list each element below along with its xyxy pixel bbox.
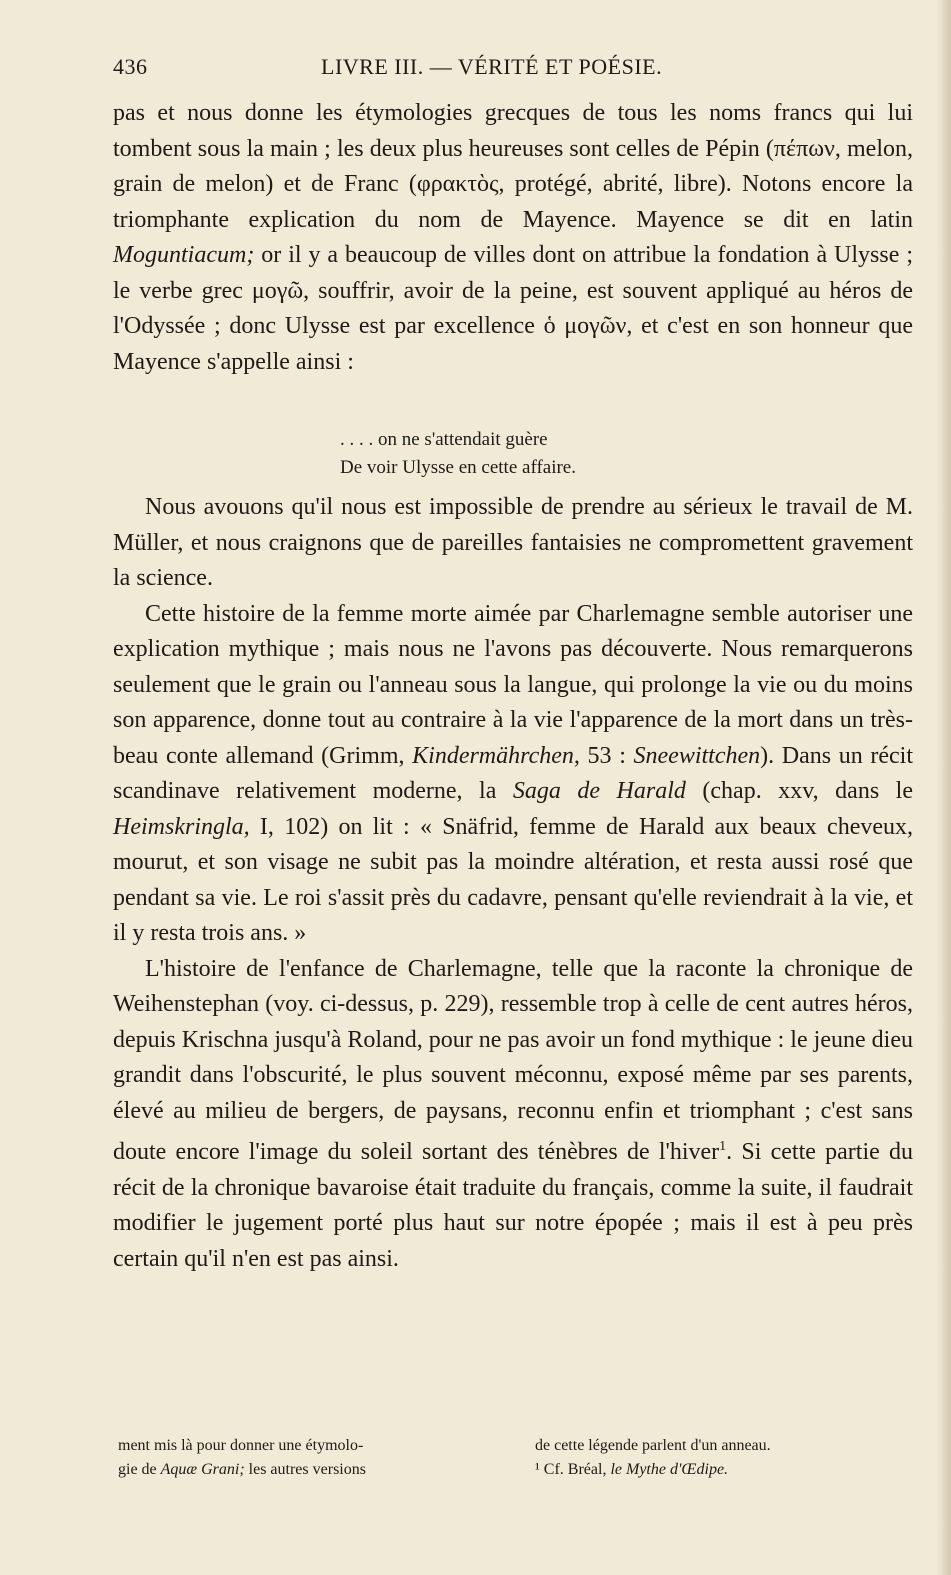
paragraph-text: ). Dans un récit scandinave relativement moderne, la [113, 742, 914, 804]
footnote-column-left [118, 1434, 528, 1482]
footnote-line [118, 1458, 528, 1482]
paragraph-text: pas et nous donne les étymologies grecques de tous les noms francs qui lui tombent sous la main ; les deux plus heureuses sont celles de Pépin (πέπων, melon, grain de melon) et de Franc (φρακτὸς, protégé, abrité, libre). Notons encore la triomphante explication du nom de Mayence. Mayence se dit en latin [113, 100, 913, 233]
paragraph-text: or il y a beaucoup de villes dont on attribue la fondation à Ulysse ; le verbe grec μογῶ, souffrir, avoir de la peine, est souvent appliqué au héros de l'Odyssée ; donc Ulysse est par excellence ὁ μογῶν, et c'est en son honneur que Mayence s'appelle ainsi : [113, 242, 913, 375]
footnote-text: Cf. Bréal, [539, 1461, 611, 1478]
verse-line: . . . . on ne s'attendait guère [340, 429, 548, 450]
footnote-number: ¹ [535, 1461, 540, 1478]
paragraph-enfance [113, 952, 913, 1278]
verse-quote [340, 426, 760, 482]
verse-line: De voir Ulysse en cette affaire. [340, 457, 576, 478]
text-block-top [113, 96, 913, 380]
footnote-line [535, 1458, 925, 1482]
italic-term: Saga de Harald [512, 778, 686, 804]
footnote-text: les autres versions [244, 1461, 366, 1478]
paragraph-text: . Si cette partie du récit de la chronique bavaroise était traduite du français, comme la suite, il faudrait modifier le jugement porté plus haut sur notre épopée ; mais il est à peu près certain qu'il n'en est pas ainsi. [113, 1139, 913, 1272]
running-head: LIVRE III. — VÉRITÉ ET POÉSIE. [321, 54, 663, 79]
italic-term: Aquæ Grani; [160, 1461, 245, 1478]
page-header [113, 54, 903, 88]
footnote-column-right [535, 1434, 925, 1482]
paragraph-text: I, 102) on lit : « Snäfrid, femme de Harald aux beaux cheveux, mourut, et son visage ne subit pas la moindre altération, et resta aussi rosé que pendant sa vie. Le roi s'assit près du cadavre, pensant qu'elle reviendrait à la vie, et il y resta trois ans. » [113, 813, 913, 946]
paragraph-muller [113, 490, 913, 597]
paragraph-etymologies [113, 96, 913, 380]
footnote-text: gie de [118, 1461, 161, 1478]
paragraph-text: Nous avouons qu'il nous est impossible de prendre au sérieux le travail de M. Müller, et nous craignons que de pareilles fantaisies ne compromettent gravement la science. [113, 494, 913, 591]
italic-term: Kindermährchen, [412, 742, 580, 769]
footnote-mark[interactable]: 1 [719, 1139, 727, 1154]
paragraph-text: L'histoire de l'enfance de Charlemagne, telle que la raconte la chronique de Weihenstephan (voy. ci-dessus, p. 229), ressemble trop à celle de cent autres héros, depuis Krischna jusqu'à Roland, pour ne pas avoir un fond mythique : le jeune dieu grandit dans l'obscurité, le plus souvent méconnu, exposé même par ses parents, élevé au milieu de bergers, de paysans, reconnu enfin et triomphant ; c'est sans doute encore l'image du soleil sortant des ténèbres de l'hiver [113, 955, 913, 1165]
paragraph-text: Cette histoire de la femme morte aimée par Charlemagne semble autoriser une explication mythique ; mais nous ne l'avons pas découverte. Nous remarquerons seulement que le grain ou l'anneau sous la langue, qui prolonge la vie ou du moins son apparence, donne tout au contraire à la vie l'apparence de la mort dans un très-beau conte allemand (Grimm, [113, 600, 913, 769]
footnote-line: ment mis là pour donner une étymolo- [118, 1437, 364, 1454]
page-number: 436 [113, 54, 148, 79]
paragraph-text: (chap. xxv, dans le [685, 778, 913, 804]
italic-term: Heimskringla, [113, 813, 250, 840]
italic-term: le Mythe d'Œdipe. [610, 1461, 729, 1478]
italic-term: Moguntiacum; [113, 242, 255, 268]
footnote-line: de cette légende parlent d'un anneau. [535, 1437, 771, 1454]
paragraph-femme-morte [113, 597, 913, 952]
page-edge-shadow [937, 0, 951, 1575]
italic-term: Sneewittchen [633, 742, 761, 769]
text-block-main [113, 490, 913, 1277]
paragraph-text: 53 : [579, 742, 634, 769]
